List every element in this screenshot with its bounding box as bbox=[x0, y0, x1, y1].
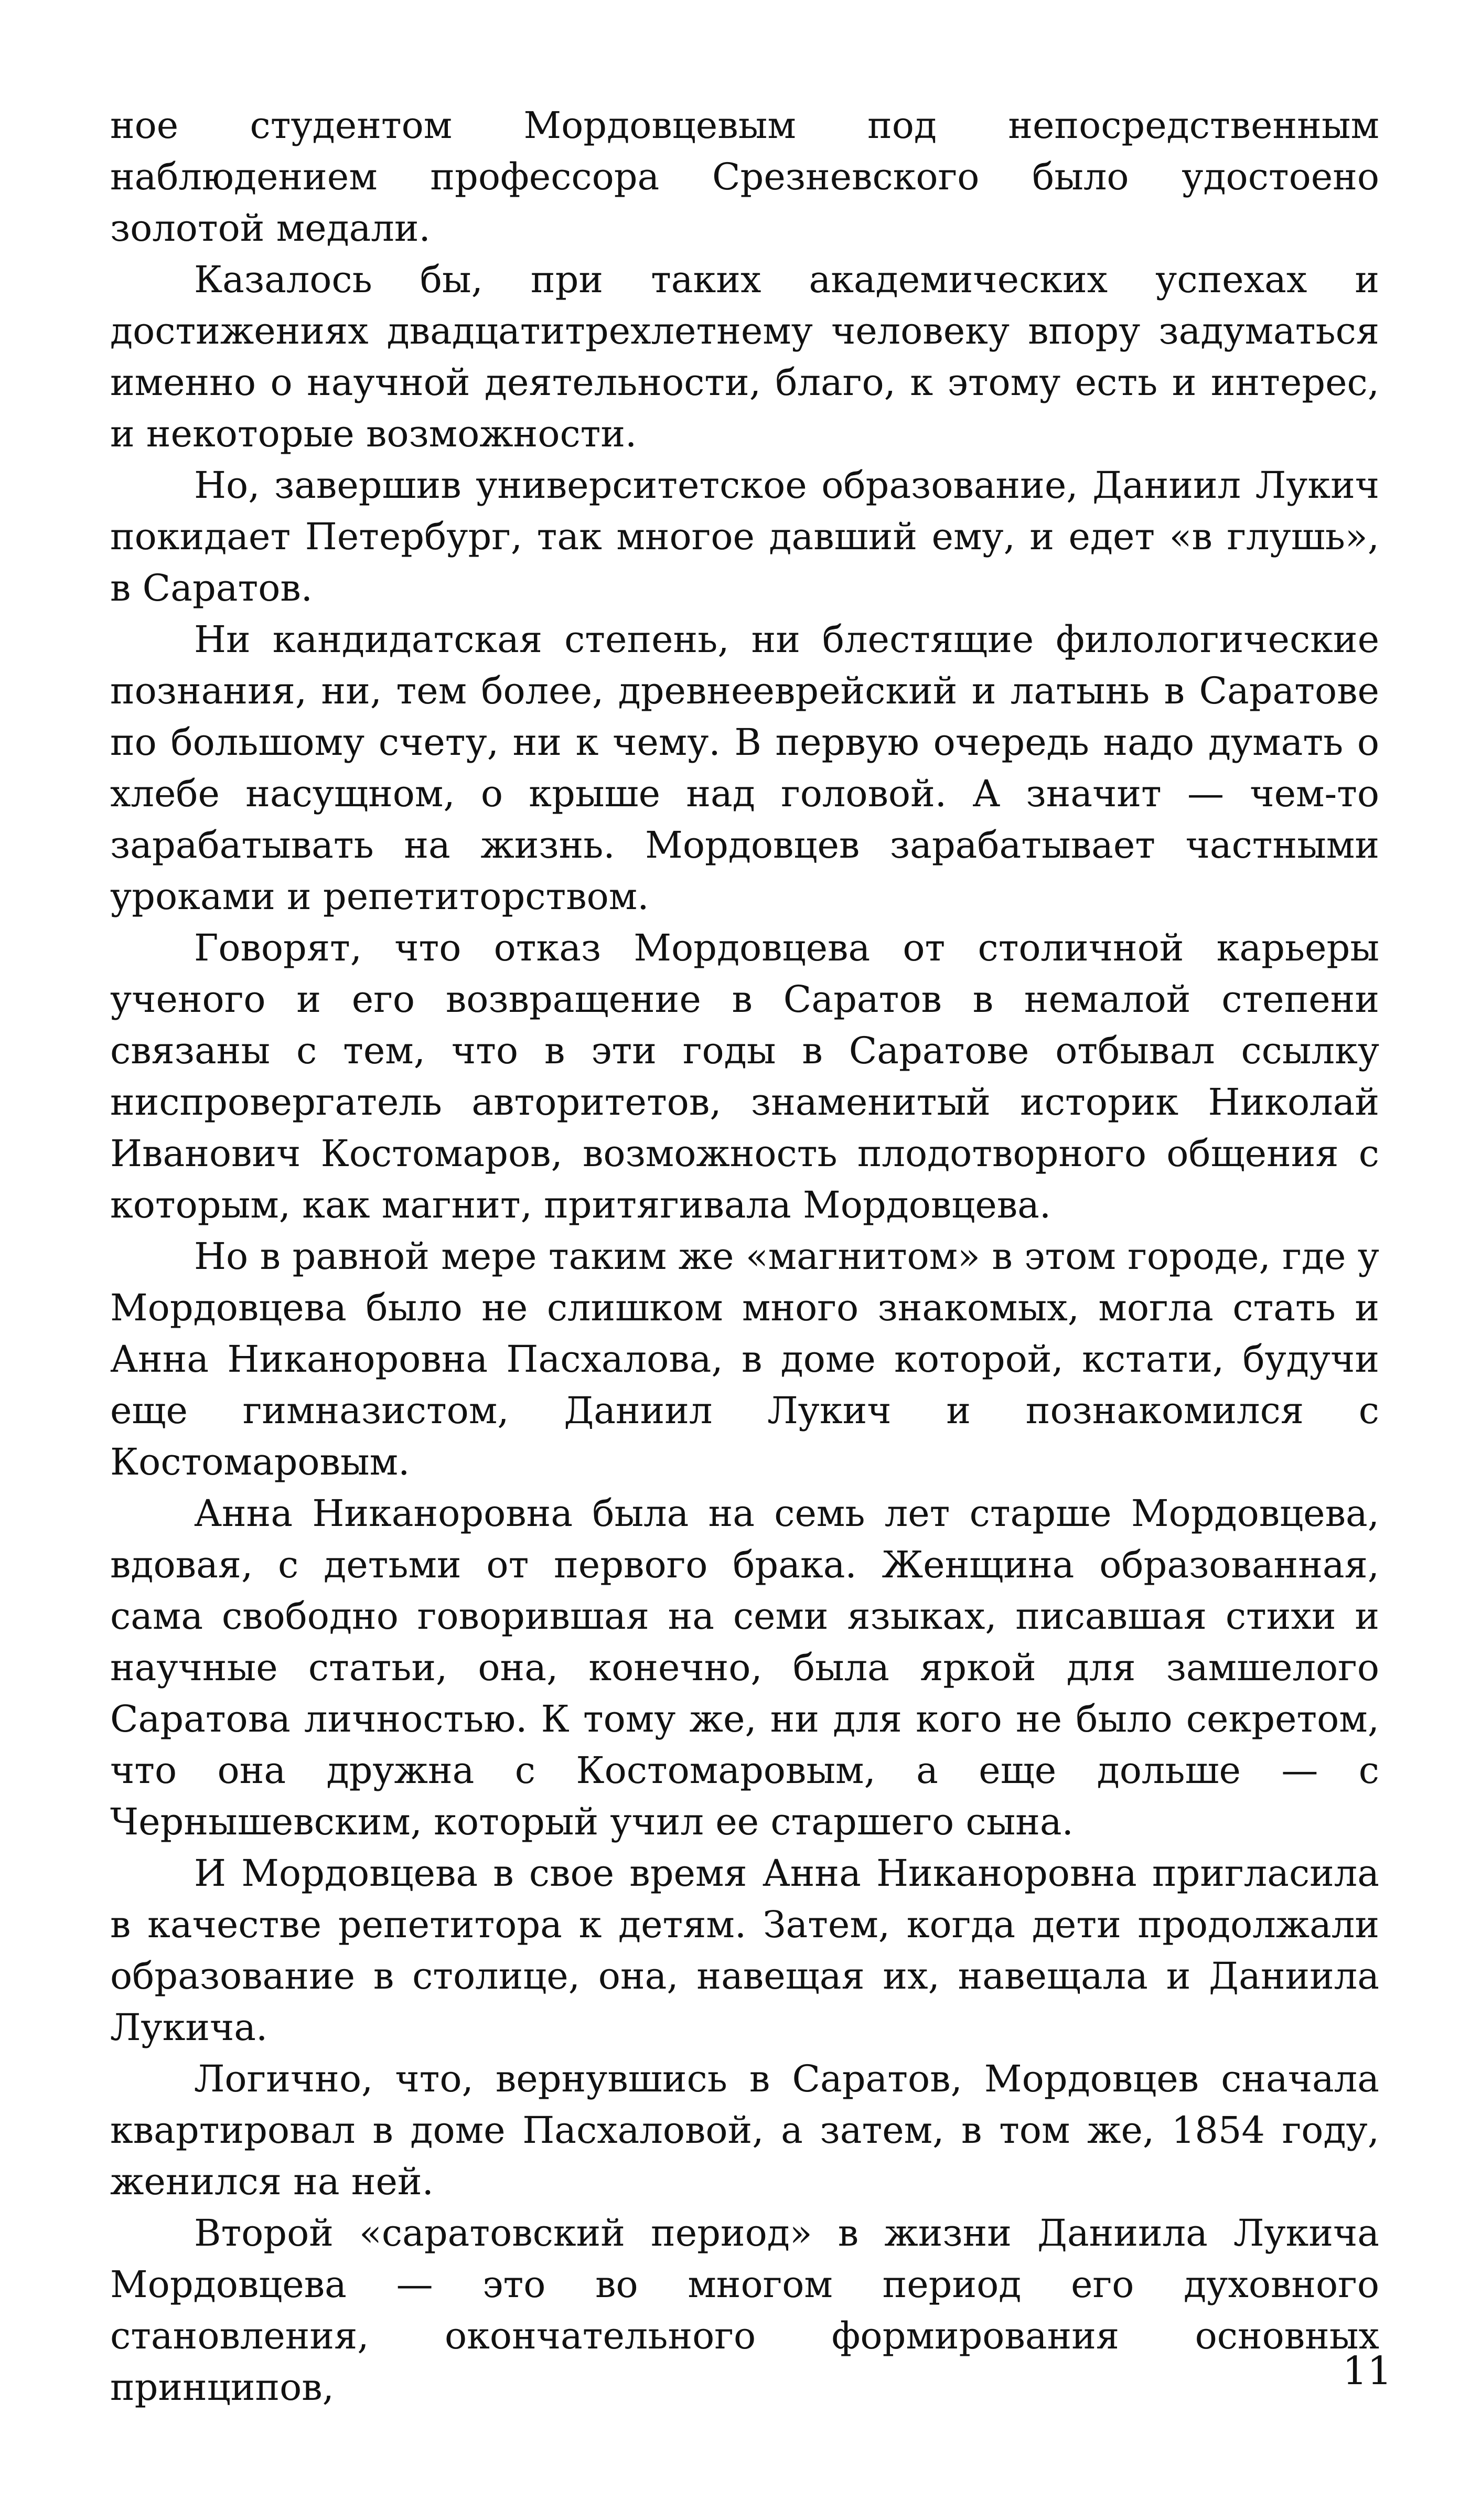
paragraph-7: Анна Никаноровна была на семь лет старше Мордовцева, вдовая, с детьми от первого брака. Женщина образованная, сама свободно говорившая на семи языках, писавшая стихи и научные статьи, она, конечно, была яркой для замшелого Саратова личностью. К тому же, ни для кого не было секретом, что она дружна с Костомаровым, а еще дольше — с Чернышевским, который учил ее старшего сына. bbox=[110, 1492, 1379, 1843]
paragraph-1: ное студентом Мордовцевым под непосредственным наблюдением профессора Срезневского было удостоено золотой медали. bbox=[110, 104, 1379, 250]
paragraph-9: Логично, что, вернувшись в Саратов, Мордовцев сначала квартировал в доме Пасхаловой, а затем, в том же, 1854 году, женился на ней. bbox=[110, 2057, 1379, 2203]
paragraph-6: Но в равной мере таким же «магнитом» в этом городе, где у Мордовцева было не слишком много знакомых, могла стать и Анна Никаноровна Пасхалова, в доме которой, кстати, будучи еще гимназистом, Даниил Лукич и познакомился с Костомаровым. bbox=[110, 1235, 1379, 1483]
paragraph-8: И Мордовцева в свое время Анна Никаноровна пригласила в качестве репетитора к детям. Затем, когда дети продолжали образование в столице, она, навещая их, навещала и Даниила Лукича. bbox=[110, 1852, 1379, 2049]
paragraph-3: Но, завершив университетское образование, Даниил Лукич покидает Петербург, так многое давший ему, и едет «в глушь», в Саратов. bbox=[110, 464, 1379, 610]
paragraph-10: Второй «саратовский период» в жизни Даниила Лукича Мордовцева — это во многом период его духовного становления, окончательного формирования основных принципов, bbox=[110, 2212, 1379, 2409]
paragraph-4: Ни кандидатская степень, ни блестящие филологические познания, ни, тем более, древнееврейский и латынь в Саратове по большому счету, ни к чему. В первую очередь надо думать о хлебе насущном, о крыше над головой. А значит — чем-то зарабатывать на жизнь. Мордовцев зарабатывает частными уроками и репетиторством. bbox=[110, 618, 1379, 918]
paragraph-2: Казалось бы, при таких академических успехах и достижениях двадцатитрехлетнему человеку впору задуматься именно о научной деятельности, благо, к этому есть и интерес, и некоторые возможности. bbox=[110, 258, 1379, 455]
paragraph-5: Говорят, что отказ Мордовцева от столичной карьеры ученого и его возвращение в Саратов в немалой степени связаны с тем, что в эти годы в Саратове отбывал ссылку ниспровергатель авторитетов, знаменитый историк Николай Иванович Костомаров, возможность плодотворного общения с которым, как магнит, притягивала Мордовцева. bbox=[110, 926, 1379, 1226]
page-number: 11 bbox=[1343, 2348, 1392, 2394]
document-body bbox=[110, 100, 1379, 2413]
